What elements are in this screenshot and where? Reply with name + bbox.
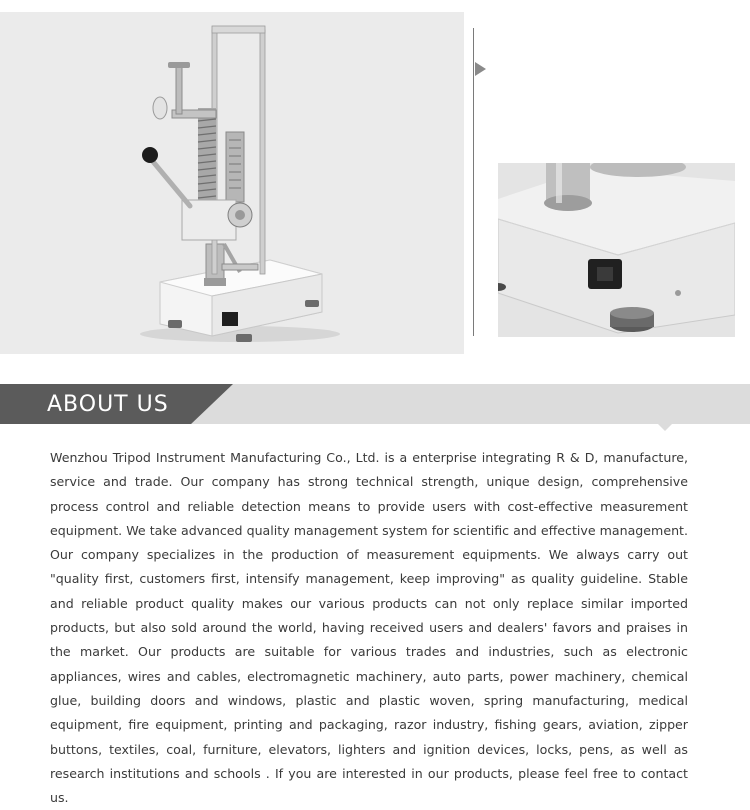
arrow-right-icon <box>475 62 486 76</box>
about-body-text: Wenzhou Tripod Instrument Manufacturing Co., Ltd. is a enterprise integrating R & D, manufacture, service and trade. Our company has strong technical strength, unique design, comprehensive process control and reliable detection means to provide users with cost-effective measurement equipment. We take advanced quality management system for scientific and effective management. Our company specializes in the production of measurement equipments. We always carry out "quality first, customers first, intensify management, keep improving" as quality guideline. Stable and reliable product quality makes our various products can not only replace similar imported products, but also sold around the world, having received users and dealers' favors and praises in the market. Our products are suitable for various trades and industries, such as electronic appliances, wires and cables, electromagnetic machinery, auto parts, power machinery, chemical glue, building doors and windows, plastic and plastic woven, spring manufacturing, medical equipment, fire equipment, printing and packaging, razor industry, fishing gears, aviation, zipper buttons, textiles, coal, furniture, elevators, lighters and ignition devices, locks, pens, as well as research institutions and schools . If you are interested in our products, please feel free to contact us. <box>50 450 688 806</box>
banner-notch <box>658 424 672 431</box>
vertical-divider <box>473 28 474 336</box>
product-photo-detail <box>498 163 735 337</box>
spring-tester-illustration <box>0 12 464 354</box>
base-closeup-illustration <box>498 163 735 337</box>
about-title: ABOUT US <box>47 392 169 417</box>
about-banner <box>0 384 750 424</box>
product-photo-main <box>0 12 464 354</box>
